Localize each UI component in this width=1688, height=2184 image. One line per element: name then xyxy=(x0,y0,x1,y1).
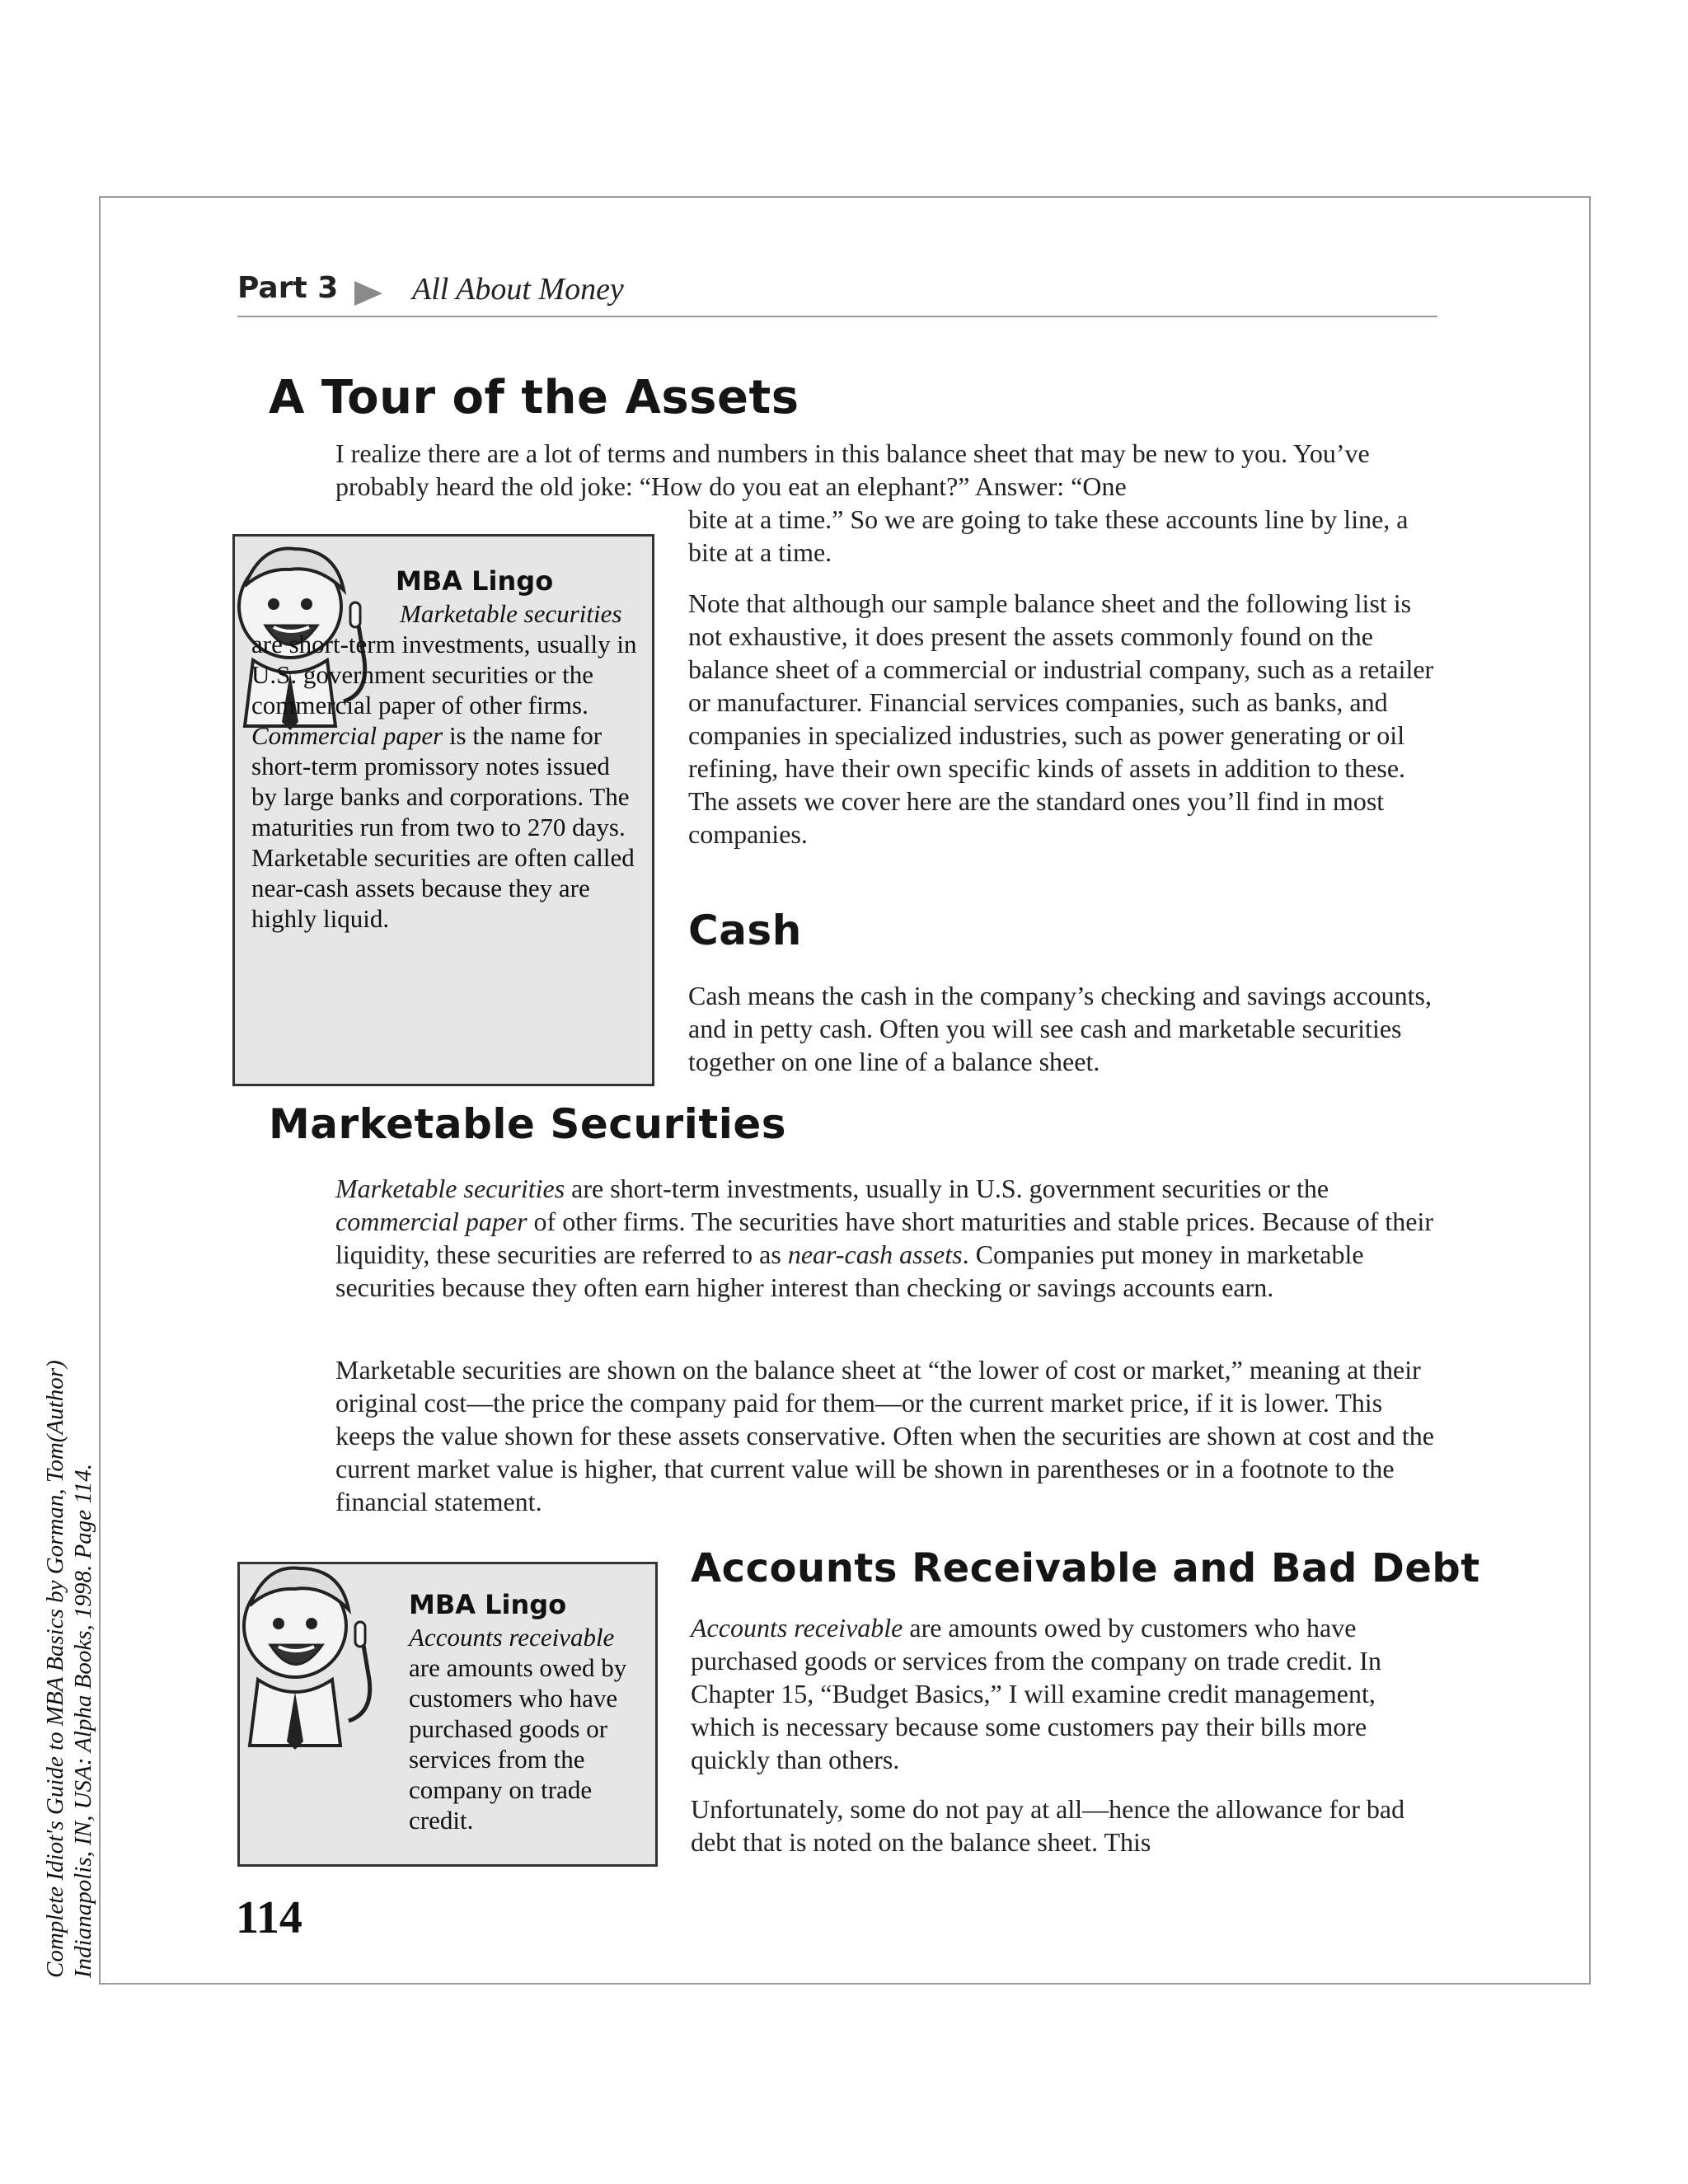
chapter-title: All About Money xyxy=(412,272,624,307)
term-accounts-receivable: Accounts receivable xyxy=(409,1623,615,1652)
term-marketable-securities: Marketable securities xyxy=(335,1174,565,1203)
accounts-receivable-paragraph-1 xyxy=(691,1611,1437,1776)
part-label: Part 3 xyxy=(237,271,339,305)
sidebar-text-part: are amounts owed by customers who have purchased goods or services from the company on trade credit. xyxy=(409,1653,627,1835)
page-number: 114 xyxy=(236,1892,302,1943)
sidebar-title: MBA Lingo xyxy=(396,565,554,597)
paragraph-text-part: are amounts owed by customers who have purchased goods or services from the company on trade credit. In Chapter 15, “Budget Basics,” I will examine credit management, which is necessary because some customers pay their bills more quickly than others. xyxy=(691,1613,1381,1774)
accounts-receivable-paragraph-2: Unfortunately, some do not pay at all—hence the allowance for bad debt that is noted on the balance sheet. This xyxy=(691,1794,1405,1857)
intro-paragraph-start: I realize there are a lot of terms and numbers in this balance sheet that may be new to you. You’ve probably heard the old joke: “How do you eat an elephant?” Answer: “One xyxy=(335,438,1370,501)
term-accounts-receivable: Accounts receivable xyxy=(691,1613,903,1643)
sidebar-text-part: is the name for short-term promissory notes issued by large banks and corporations. The maturities run from two to 270 days. Marketable securities are often called near-cash assets because they are highly liquid. xyxy=(251,721,635,933)
marketable-securities-paragraph-1 xyxy=(335,1172,1440,1304)
side-citation xyxy=(41,1360,97,1978)
section-heading-cash: Cash xyxy=(688,907,802,954)
section-heading-marketable-securities: Marketable Securities xyxy=(269,1100,787,1148)
paragraph-text-part: are short-term investments, usually in U.S. government securities or the xyxy=(565,1174,1329,1203)
marketable-securities-paragraph-2: Marketable securities are shown on the balance sheet at “the lower of cost or market,” meaning at their original cost—the price the company paid for them—or the current market price, if it is lower. This keeps the value shown for these assets conservative. Often when the securities are shown at cost and the current market value is higher, that current value will be shown in parentheses or in a footnote to the financial statement. xyxy=(335,1355,1434,1516)
arrow-icon xyxy=(354,281,382,306)
sidebar-text-part: are short-term investments, usually in U.S. government securities or the commercial paper of other firms. xyxy=(251,630,637,719)
mba-lingo-sidebar-1 xyxy=(232,534,654,1086)
term-commercial-paper: Commercial paper xyxy=(251,721,443,750)
paragraph-text-part: of other firms. The securities have short maturities and stable prices. Because of their liquidity, these securities are referred to as xyxy=(335,1207,1434,1269)
paragraph-text-part: . Companies put money in marketable securities because they often earn higher interest than checking or savings accounts earn. xyxy=(335,1240,1364,1302)
term-commercial-paper: commercial paper xyxy=(335,1207,528,1236)
cartoon-mascot-icon xyxy=(217,1548,390,1795)
sidebar-definition-text xyxy=(251,598,639,934)
citation-line-2: Indianapolis, IN, USA: Alpha Books, 1998. Page 114. xyxy=(70,1464,96,1978)
section-heading-accounts-receivable: Accounts Receivable and Bad Debt xyxy=(691,1545,1480,1591)
section-heading-tour: A Tour of the Assets xyxy=(269,371,799,424)
assets-overview-paragraph: Note that although our sample balance sheet and the following list is not exhaustive, it does present the assets commonly found on the balance sheet of a commercial or industrial company, such as a retailer or manufacturer. Financial services companies, such as banks, and companies in specialized industries, such as power generating or oil refining, have their own specific kinds of assets in addition to these. The assets we cover here are the standard ones you’ll find in most companies. xyxy=(688,588,1434,849)
sidebar-definition-text xyxy=(409,1622,648,1835)
sidebar-title: MBA Lingo xyxy=(409,1589,567,1620)
citation-line-1: Complete Idiot's Guide to MBA Basics by Gorman, Tom(Author) xyxy=(42,1360,68,1978)
intro-paragraph-end: bite at a time.” So we are going to take these accounts line by line, a bite at a time. xyxy=(688,504,1409,567)
term-marketable-securities: Marketable securities xyxy=(400,599,622,628)
running-head xyxy=(237,268,1437,317)
term-near-cash-assets: near-cash assets xyxy=(787,1240,963,1269)
cash-paragraph: Cash means the cash in the company’s checking and savings accounts, and in petty cash. Often you will see cash and marketable securities together on one line of a balance sheet. xyxy=(688,981,1432,1076)
mba-lingo-sidebar-2 xyxy=(237,1562,658,1867)
